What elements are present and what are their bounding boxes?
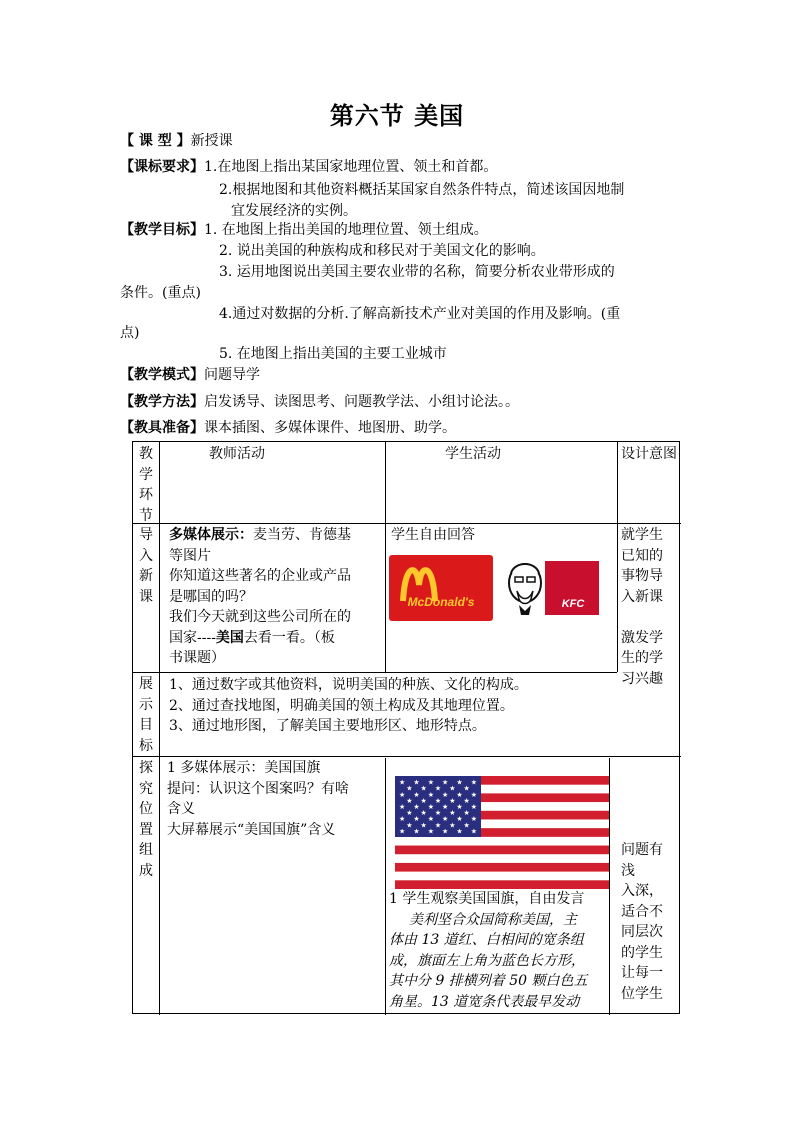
- row2-goals: [169, 675, 528, 737]
- flag-star-icon: ★: [427, 803, 434, 811]
- flag-star-icon: ★: [470, 803, 477, 811]
- flag-star-icon: ★: [434, 784, 442, 793]
- flag-stripe: [395, 863, 609, 872]
- kfc-logo: [495, 555, 599, 621]
- row3-intent-line-7: 让每一: [621, 965, 663, 981]
- flag-star-icon: ★: [463, 796, 470, 805]
- row2-goal-3: 3、通过地形图，了解美国主要地形区、地形特点。: [169, 718, 486, 734]
- flag-star-icon: ★: [399, 827, 406, 836]
- col-divider-3a: [617, 442, 618, 672]
- row2-stage: 展示目标: [139, 676, 153, 754]
- flag-star-icon: ★: [406, 784, 413, 793]
- mode-line: [120, 365, 260, 385]
- col-divider-2a: [385, 442, 386, 672]
- course-type-label: 【 课 型 】: [120, 133, 191, 149]
- mode-label: 【教学模式】: [120, 367, 204, 383]
- row3-intent-line-8: 位学生: [621, 985, 663, 1002]
- row1-intent-line-4: 入新课: [621, 588, 663, 605]
- flag-star-icon: ★: [442, 815, 449, 824]
- flag-star-icon: ★: [449, 784, 456, 793]
- row1-teacher-line-5: 我们今天就到这些公司所在的: [169, 609, 351, 625]
- flag-star-icon: ★: [456, 803, 463, 811]
- flag-star-icon: ★: [463, 784, 470, 793]
- row1-stage: 导入新课: [139, 527, 153, 605]
- flag-star-icon: ★: [470, 815, 477, 824]
- row1-teacher-line-8: 书课题）: [169, 650, 225, 666]
- row3-stage: 探究位置组成: [139, 760, 153, 879]
- flag-star-icon: ★: [413, 815, 420, 824]
- flag-star-icon: ★: [427, 790, 434, 799]
- row3-intent-line-3: 入深，: [621, 883, 663, 899]
- row1-intent-line-3: 事物导: [621, 568, 663, 584]
- row1-intent-line-5: [621, 607, 679, 628]
- row3-intent-line-6: 的学生: [621, 944, 663, 961]
- row3-intent: [621, 840, 679, 1004]
- method-line: [120, 392, 519, 412]
- objectives-item-1: 1. 在地图上指出美国的地理位置、领土组成。: [204, 222, 488, 238]
- row1-teacher-line-1: 麦当劳、肯德基: [253, 527, 351, 543]
- standards-label: 【课标要求】: [120, 159, 204, 175]
- flag-stripe: [395, 854, 609, 863]
- flag-star-icon: ★: [427, 778, 434, 787]
- method-value: 启发诱导、读图思考、问题教学法、小组讨论法。。: [204, 394, 519, 410]
- flag-star-icon: ★: [470, 827, 477, 836]
- flag-star-icon: ★: [399, 778, 406, 787]
- row1-teacher-line-2: 等图片: [169, 547, 211, 564]
- row1-teacher-bold: 多媒体展示：: [169, 527, 253, 543]
- objectives-item-4b: 点): [120, 325, 140, 341]
- row3-student-italic-2: 体由 13 道红、白相间的宽条组: [389, 932, 584, 948]
- tools-line: [120, 418, 456, 438]
- us-flag-image: [395, 776, 609, 889]
- row1-teacher-line-3: 你知道这些著名的企业或产品: [169, 568, 351, 584]
- objectives-item-2: 2. 说出美国的种族构成和移民对于美国文化的影响。: [219, 243, 545, 259]
- col-divider-2b: [385, 758, 386, 1015]
- row1-intent-line-6: 激发学: [621, 629, 663, 646]
- row1-teacher-line-7: 去看一看。（板: [243, 629, 335, 646]
- flag-star-icon: ★: [406, 809, 413, 818]
- row3-intent-line-5: 同层次: [621, 924, 663, 940]
- row1-teacher-usa: 美国: [215, 629, 244, 646]
- header-student: 学生活动: [445, 446, 501, 462]
- flag-star-icon: ★: [406, 821, 413, 830]
- standards-item-1: 1.在地图上指出某国家地理位置、领土和首都。: [204, 159, 498, 175]
- row3-student-italic-3: 成，旗面左上角为蓝色长方形，: [389, 952, 585, 969]
- lesson-table: [132, 441, 680, 1014]
- flag-star-icon: ★: [413, 790, 420, 799]
- method-label: 【教学方法】: [120, 394, 204, 410]
- flag-star-icon: ★: [413, 827, 420, 836]
- flag-star-icon: ★: [470, 790, 477, 799]
- flag-star-icon: ★: [442, 778, 449, 787]
- flag-star-icon: ★: [449, 796, 456, 805]
- row1-teacher-line-4: 是哪国的吗？: [169, 588, 253, 605]
- flag-star-icon: ★: [449, 809, 456, 818]
- row3-student-italic-1: 美利坚合众国简称美国，主: [409, 911, 577, 928]
- row3-teacher-line-2: 提问：认识这个图案吗？有啥: [167, 780, 349, 797]
- objectives-item-5: 5. 在地图上指出美国的主要工业城市: [219, 346, 447, 362]
- col-divider-3b: [609, 758, 610, 1015]
- flag-star-icon: ★: [470, 778, 477, 787]
- flag-star-icon: ★: [463, 809, 470, 818]
- page-title: 第六节 美国: [329, 102, 465, 130]
- row2-goal-2: 2、通过查找地图，明确美国的领土构成及其地理位置。: [169, 697, 514, 714]
- flag-star-icon: ★: [456, 827, 463, 836]
- flag-star-icon: ★: [449, 821, 456, 830]
- row3-teacher-line-3: 含义: [167, 801, 195, 817]
- flag-star-icon: ★: [399, 803, 406, 811]
- mcdonalds-logo: [389, 555, 493, 621]
- row1-intent-line-2: 已知的: [621, 547, 663, 564]
- flag-star-icon: ★: [413, 778, 420, 787]
- flag-star-icon: ★: [434, 796, 442, 805]
- flag-star-icon: ★: [399, 815, 406, 824]
- flag-star-icon: ★: [427, 815, 434, 824]
- row1-teacher-line-6: 国家----: [169, 629, 216, 646]
- flag-stripe: [395, 880, 609, 889]
- row1-intent-line-7: 生的学: [621, 650, 663, 666]
- flag-star-icon: ★: [463, 821, 470, 830]
- flag-star-icon: ★: [413, 803, 420, 811]
- flag-star-icon: ★: [456, 778, 463, 787]
- standards-line: [120, 157, 497, 177]
- objectives-item-3b: 条件。(重点): [120, 285, 201, 301]
- row3-student-lead: 1 学生观察美国国旗，自由发言: [389, 891, 585, 907]
- flag-star-icon: ★: [420, 821, 427, 830]
- row1-teacher: [169, 525, 383, 669]
- flag-star-icon: ★: [420, 809, 427, 818]
- objectives-item-3a: 3. 运用地图说出美国主要农业带的名称，简要分析农业带形成的: [219, 264, 615, 280]
- tools-label: 【教具准备】: [120, 420, 204, 436]
- header-stage: 教学环节: [139, 446, 153, 524]
- course-type-value: 新授课: [190, 133, 233, 149]
- row1-student: 学生自由回答: [391, 527, 475, 543]
- row3-student-italic-5: 角星。13 道宽条代表最早发动: [389, 993, 580, 1010]
- flag-star-icon: ★: [434, 821, 442, 830]
- course-type-line: [120, 131, 233, 151]
- row3-teacher: [167, 758, 383, 840]
- row3-teacher-line-1: 1 多媒体展示：美国国旗: [167, 760, 321, 776]
- flag-stripe: [395, 837, 609, 846]
- flag-stripe: [395, 872, 609, 881]
- flag-star-icon: ★: [456, 790, 463, 799]
- row3-teacher-line-4: 大屏幕展示“美国国旗”含义: [167, 821, 336, 838]
- mcdonalds-wordmark: McDonald's: [407, 595, 475, 609]
- row-divider-1: [133, 523, 681, 524]
- row1-intent-line-8: 习兴趣: [621, 670, 663, 687]
- tools-value: 课本插图、多媒体课件、地图册、助学。: [204, 420, 456, 436]
- row3-intent-line-1: 问题有: [621, 842, 663, 858]
- standards-item-2: 2.根据地图和其他资料概括某国家自然条件特点，简述该国因地制: [219, 182, 625, 198]
- flag-stripe: [395, 846, 609, 855]
- row3-intent-line-2: 浅: [621, 862, 635, 879]
- row-divider-3: [133, 756, 681, 757]
- objectives-label: 【教学目标】: [120, 222, 204, 238]
- flag-star-icon: ★: [420, 796, 427, 805]
- flag-star-icon: ★: [442, 790, 449, 799]
- flag-star-icon: ★: [427, 827, 434, 836]
- flag-star-icon: ★: [406, 796, 413, 805]
- row2-goal-1: 1、通过数字或其他资料，说明美国的种族、文化的构成。: [169, 677, 528, 693]
- kfc-wordmark: KFC: [561, 598, 585, 610]
- flag-star-icon: ★: [399, 790, 406, 799]
- header-teacher: 教师活动: [209, 446, 265, 462]
- row-divider-2: [133, 672, 617, 673]
- objectives-line: [120, 220, 488, 240]
- col-divider-1: [159, 442, 160, 1015]
- mode-value: 问题导学: [204, 367, 260, 383]
- objectives-item-4a: 4.通过对数据的分析.了解高新技术产业对美国的作用及影响。(重: [219, 306, 621, 322]
- row1-intent-line-1: 就学生: [621, 527, 663, 543]
- flag-star-icon: ★: [434, 809, 442, 818]
- row1-intent: [621, 525, 679, 689]
- row3-student-italic-4: 其中分 9 排横列着 50 颗白色五: [389, 973, 588, 989]
- standards-item-3: 宜发展经济的实例。: [231, 203, 357, 219]
- flag-star-icon: ★: [420, 784, 427, 793]
- header-intent: 设计意图: [621, 446, 677, 462]
- flag-star-icon: ★: [442, 827, 449, 836]
- row3-intent-line-4: 适合不: [621, 903, 663, 920]
- row3-student: [389, 889, 609, 1012]
- flag-star-icon: ★: [442, 803, 449, 811]
- flag-star-icon: ★: [456, 815, 463, 824]
